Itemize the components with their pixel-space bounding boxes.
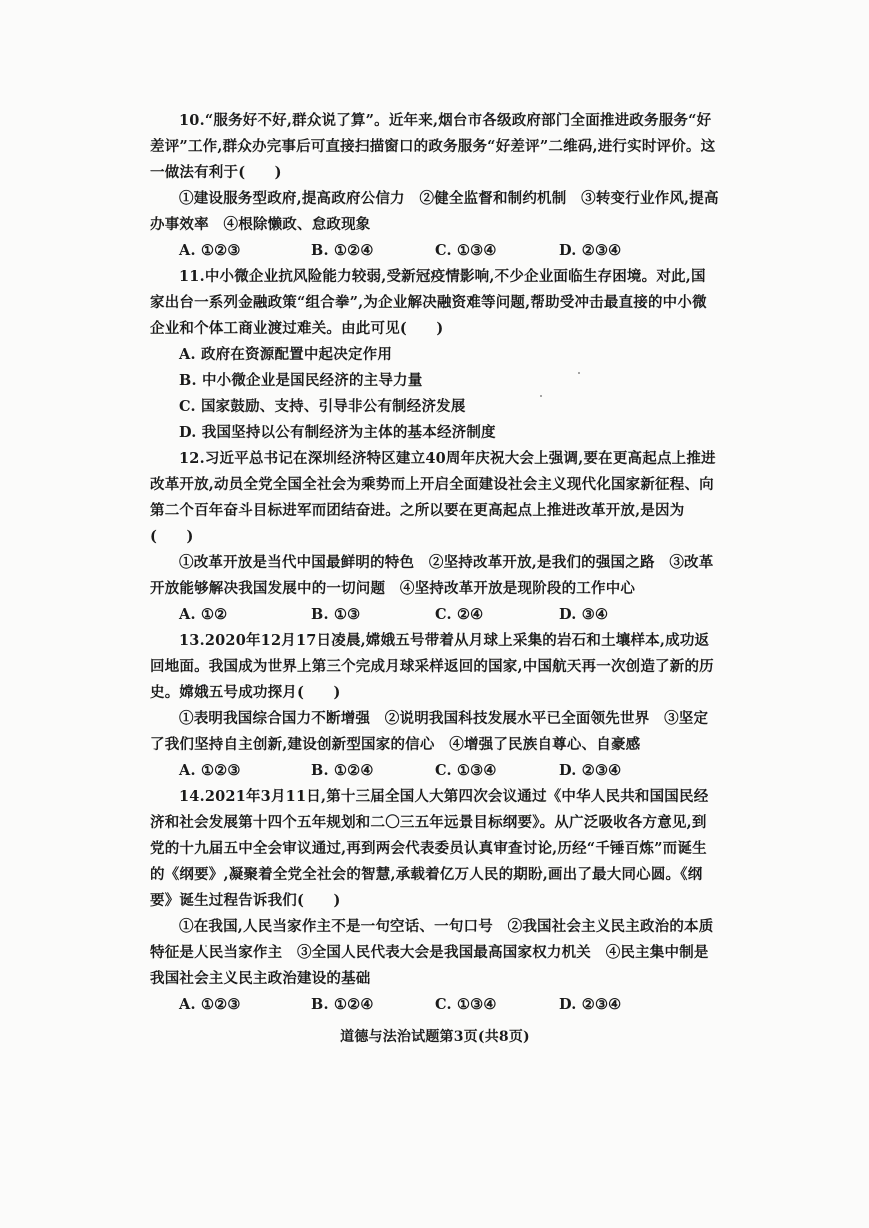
question-statements: ①表明我国综合国力不断增强 ②说明我国科技发展水平已全面领先世界 ③坚定了我们坚持自主创新,建设创新型国家的信心 ④增强了民族自尊心、自豪感 [150,710,709,753]
option-c: C. ②④ [435,606,484,623]
question-statements: ①改革开放是当代中国最鲜明的特色 ②坚持改革开放,是我们的强国之路 ③改革开放能够解决我国发展中的一切问题 ④坚持改革开放是现阶段的工作中心 [150,554,714,597]
option-c: C. ①③④ [435,242,497,259]
option-b: B. 中小微企业是国民经济的主导力量 [179,372,423,389]
question-sheet [150,108,720,1050]
option-d: D. 我国坚持以公有制经济为主体的基本经济制度 [179,424,496,441]
question-stem: 13.2020年12月17日凌晨,嫦娥五号带着从月球上采集的岩石和土壤样本,成功返回地面。我国成为世界上第三个完成月球采样返回的国家,中国航天再一次创造了新的历史。嫦娥五号成功探月( ) [150,632,714,701]
option-b: B. ①②④ [311,242,374,259]
question-13 [150,628,720,784]
question-statements: ①建设服务型政府,提高政府公信力 ②健全监督和制约机制 ③转变行业作风,提高办事效率 ④根除懒政、怠政现象 [150,190,719,233]
option-d: D. ②③④ [559,996,622,1013]
option-b: B. ①②④ [311,996,374,1013]
option-c: C. 国家鼓励、支持、引导非公有制经济发展 [179,398,466,415]
option-d: D. ②③④ [559,242,622,259]
question-14 [150,784,720,1018]
option-a: A. ①② [179,606,228,623]
question-stem: 12.习近平总书记在深圳经济特区建立40周年庆祝大会上强调,要在更高起点上推进改革开放,动员全党全国全社会为乘势而上开启全面建设社会主义现代化国家新征程、向第二个百年奋斗目标进军而团结奋进。之所以要在更高起点上推进改革开放,是因为( ) [150,450,716,545]
question-stem: 10.“服务好不好,群众说了算”。近年来,烟台市各级政府部门全面推进政务服务“好差评”工作,群众办完事后可直接扫描窗口的政务服务“好差评”二维码,进行实时评价。这一做法有利于( ) [150,112,716,181]
option-c: C. ①③④ [435,762,497,779]
answer-options [150,238,720,264]
question-10 [150,108,720,264]
option-d: D. ③④ [559,606,609,623]
option-b: B. ①②④ [311,762,374,779]
question-stem: 14.2021年3月11日,第十三届全国人大第四次会议通过《中华人民共和国国民经济和社会发展第十四个五年规划和二〇三五年远景目标纲要》。从广泛吸收各方意见,到党的十九届五中全会审议通过,再到两会代表委员认真审查讨论,历经“千锤百炼”而诞生的《纲要》,凝聚着全党全社会的智慧,承载着亿万人民的期盼,画出了最大同心圆。《纲要》诞生过程告诉我们( ) [150,788,709,909]
answer-options [150,602,720,628]
question-statements: ①在我国,人民当家作主不是一句空话、一句口号 ②我国社会主义民主政治的本质特征是人民当家作主 ③全国人民代表大会是我国最高国家权力机关 ④民主集中制是我国社会主义民主政治建设的基础 [150,918,714,987]
option-a: A. ①②③ [179,762,241,779]
option-a: A. ①②③ [179,996,241,1013]
option-a: A. ①②③ [179,242,241,259]
question-12 [150,446,720,628]
answer-options [150,992,720,1018]
option-a: A. 政府在资源配置中起决定作用 [179,346,393,363]
option-d: D. ②③④ [559,762,622,779]
answer-options [150,758,720,784]
question-11 [150,264,720,446]
page-footer: 道德与法治试题第3页(共8页) [340,1029,530,1045]
option-c: C. ①③④ [435,996,497,1013]
question-stem: 11.中小微企业抗风险能力较弱,受新冠疫情影响,不少企业面临生存困境。对此,国家出台一系列金融政策“组合拳”,为企业解决融资难等问题,帮助受冲击最直接的中小微企业和个体工商业渡过难关。由此可见( ) [150,268,707,337]
option-b: B. ①③ [311,606,361,623]
